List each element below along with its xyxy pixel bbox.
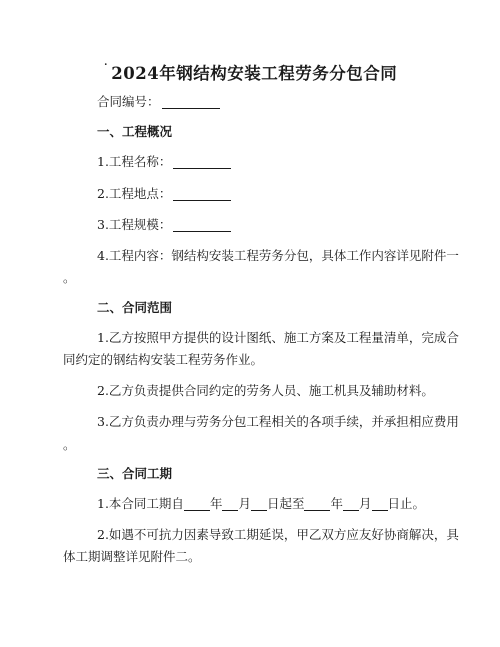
contract-number-line bbox=[97, 88, 220, 116]
title-mark: ˙ bbox=[102, 62, 110, 76]
section-3-heading: 三、合同工期 bbox=[97, 466, 173, 481]
project-scale-blank bbox=[173, 217, 231, 232]
project-content-line-2: 。 bbox=[63, 270, 76, 285]
end-year-label: 年 bbox=[330, 496, 343, 511]
document-title bbox=[0, 60, 500, 84]
project-location-blank bbox=[173, 186, 231, 201]
section-2-heading: 二、合同范围 bbox=[97, 300, 173, 315]
end-year-blank bbox=[304, 496, 330, 511]
end-day-label: 日止。 bbox=[387, 496, 426, 511]
project-name-line bbox=[97, 148, 231, 176]
project-scale-line bbox=[97, 211, 231, 239]
scope-2: 2.乙方负责提供合同约定的劳务人员、施工机具及辅助材料。 bbox=[97, 383, 434, 398]
project-location-line bbox=[97, 180, 231, 208]
project-content-line-1: 4.工程内容：钢结构安装工程劳务分包，具体工作内容详见附件一 bbox=[97, 248, 459, 263]
period-1-prefix: 1.本合同工期自 bbox=[97, 496, 184, 511]
end-month-blank bbox=[343, 496, 359, 511]
start-year-blank bbox=[184, 496, 210, 511]
start-day-blank bbox=[251, 496, 267, 511]
start-day-label: 日起至 bbox=[266, 496, 305, 511]
project-name-blank bbox=[173, 154, 231, 169]
scope-3-line-2: 。 bbox=[63, 437, 76, 452]
project-location-label: 2.工程地点： bbox=[97, 186, 172, 201]
project-name-label: 1.工程名称： bbox=[97, 154, 172, 169]
contract-number-label: 合同编号： bbox=[97, 94, 160, 109]
start-year-label: 年 bbox=[209, 496, 223, 511]
period-2-line-1: 2.如遇不可抗力因素导致工期延误，甲乙双方应友好协商解决，具 bbox=[97, 527, 459, 542]
scope-1-line-1: 1.乙方按照甲方提供的设计图纸、施工方案及工程量清单，完成合 bbox=[97, 330, 459, 345]
title-text: 2024年钢结构安装工程劳务分包合同 bbox=[111, 64, 398, 83]
end-month-label: 月 bbox=[359, 496, 372, 511]
start-month-label: 月 bbox=[238, 496, 251, 511]
scope-3-line-1: 3.乙方负责办理与劳务分包工程相关的各项手续，并承担相应费用 bbox=[97, 414, 459, 429]
contract-number-blank bbox=[162, 94, 220, 109]
scope-1-line-2: 同约定的钢结构安装工程劳务作业。 bbox=[63, 352, 264, 367]
period-1 bbox=[97, 490, 425, 518]
project-scale-label: 3.工程规模： bbox=[97, 217, 172, 232]
period-2-line-2: 体工期调整详见附件二。 bbox=[63, 549, 201, 564]
start-month-blank bbox=[222, 496, 238, 511]
section-1-heading: 一、工程概况 bbox=[97, 124, 173, 139]
end-day-blank bbox=[372, 496, 388, 511]
